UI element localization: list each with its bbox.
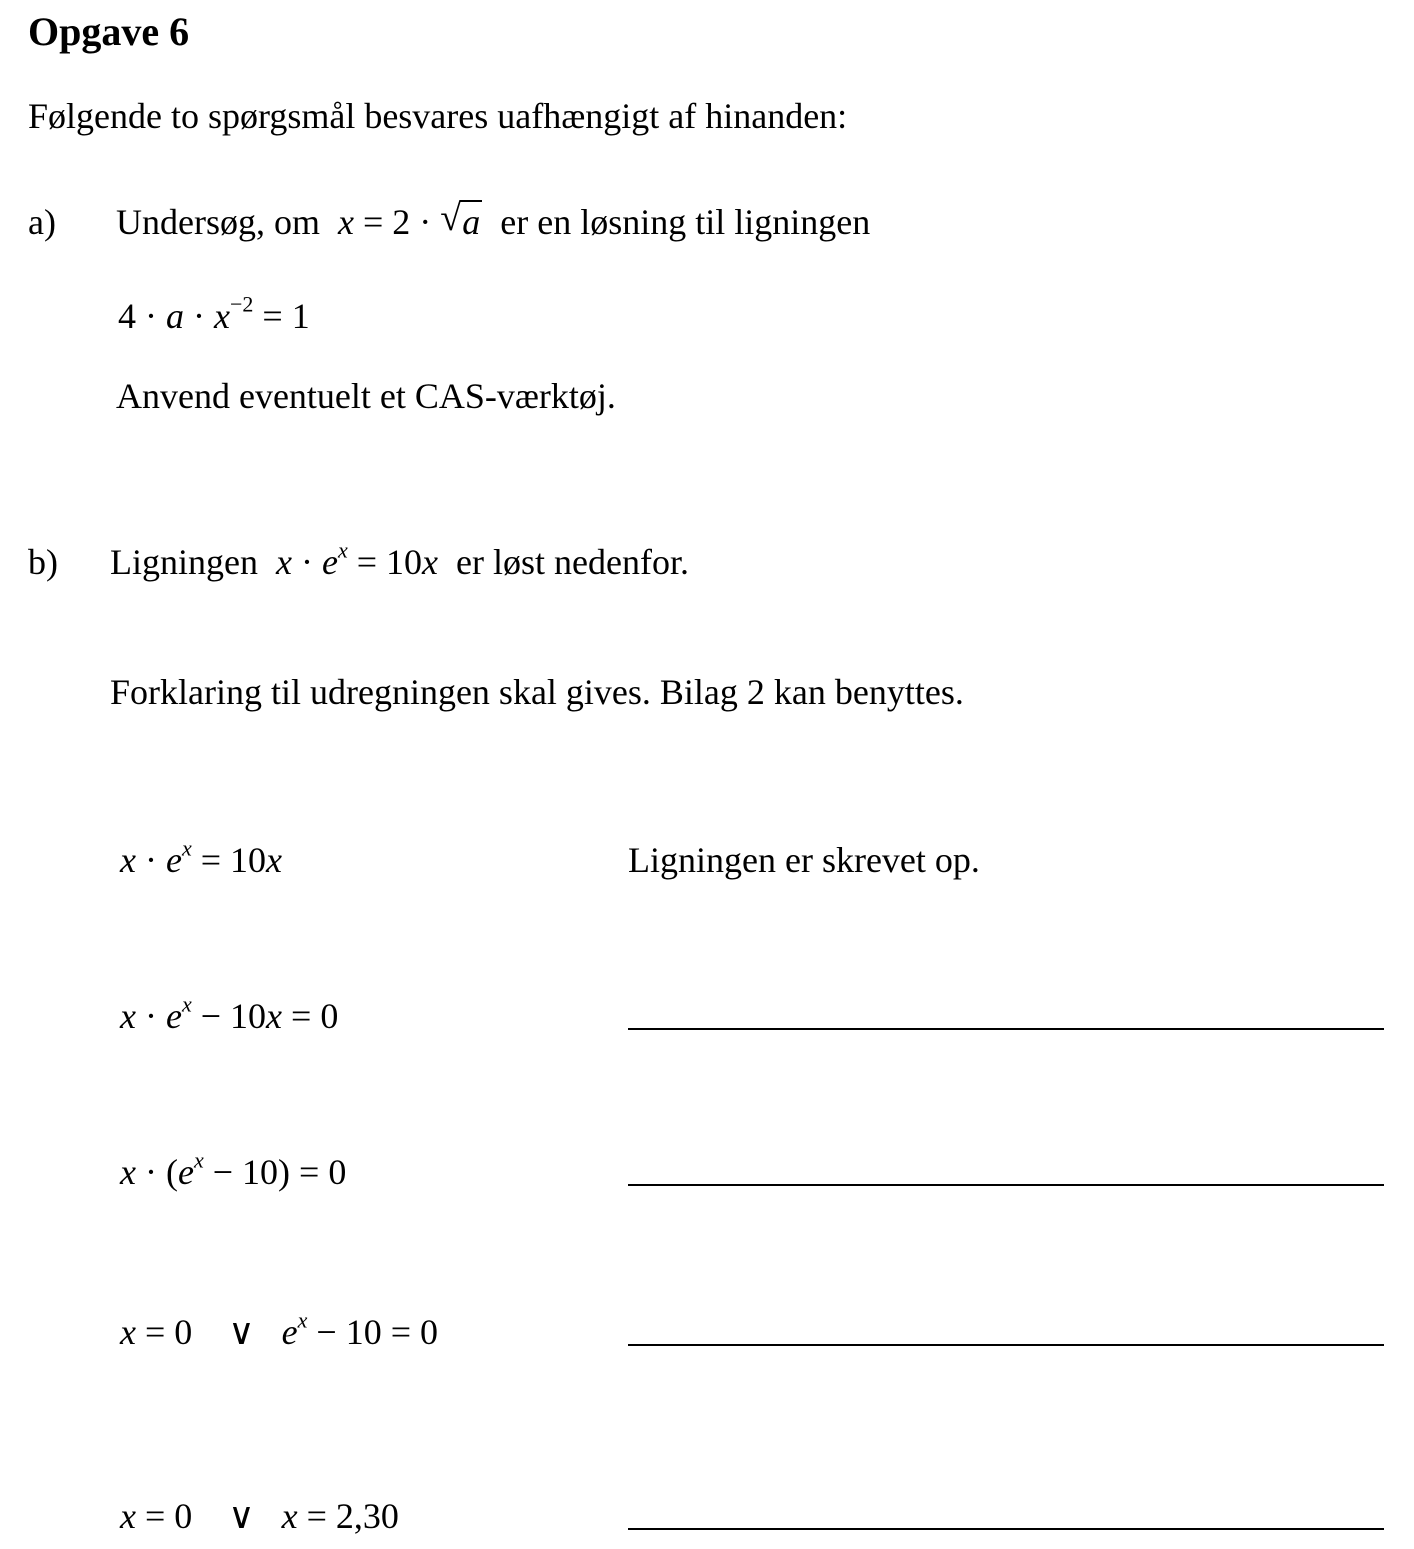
step-2-answer-line[interactable]	[628, 1028, 1384, 1030]
part-b-label: b)	[28, 542, 58, 582]
part-b-inline-formula: $x \cdot e^x = 10x$	[275, 537, 439, 582]
part-a-note: Anvend eventuelt et CAS-værktøj.	[116, 376, 616, 416]
part-a-text-after: er en løsning til ligningen	[500, 202, 871, 242]
part-a-question	[116, 197, 871, 244]
page-title: Opgave 6	[28, 9, 190, 54]
part-a-equation: $4 \cdot a \cdot x^{-2} = 1$	[118, 291, 310, 336]
part-a-label: a)	[28, 202, 56, 242]
step-1-formula: $x \cdot e^x = 10x$	[120, 835, 283, 880]
intro-text: Følgende to spørgsmål besvares uafhængigt af hinanden:	[28, 96, 848, 136]
step-5-formula: x = 0 ∨ x = 2,30	[120, 1496, 399, 1536]
part-b-text-after: er løst nedenfor.	[456, 542, 689, 582]
step-3-answer-line[interactable]	[628, 1184, 1384, 1186]
part-a-inline-formula: x = 2 · √ a	[337, 197, 481, 242]
step-1-explanation: Ligningen er skrevet op.	[628, 840, 980, 880]
step-4-answer-line[interactable]	[628, 1344, 1384, 1346]
step-4-formula: x = 0 ∨ $e^x - 10 = 0$	[120, 1307, 438, 1352]
step-5-answer-line[interactable]	[628, 1528, 1384, 1530]
part-a-text-before: Undersøg, om	[116, 202, 320, 242]
part-b-instruction: Forklaring til udregningen skal gives. Bilag 2 kan benyttes.	[110, 672, 964, 712]
part-b-text-before: Ligningen	[110, 542, 258, 582]
step-3-formula: $x \cdot (e^x - 10) = 0$	[120, 1147, 347, 1192]
step-2-formula: $x \cdot e^x - 10x = 0$	[120, 991, 339, 1036]
part-b-question	[110, 537, 689, 584]
